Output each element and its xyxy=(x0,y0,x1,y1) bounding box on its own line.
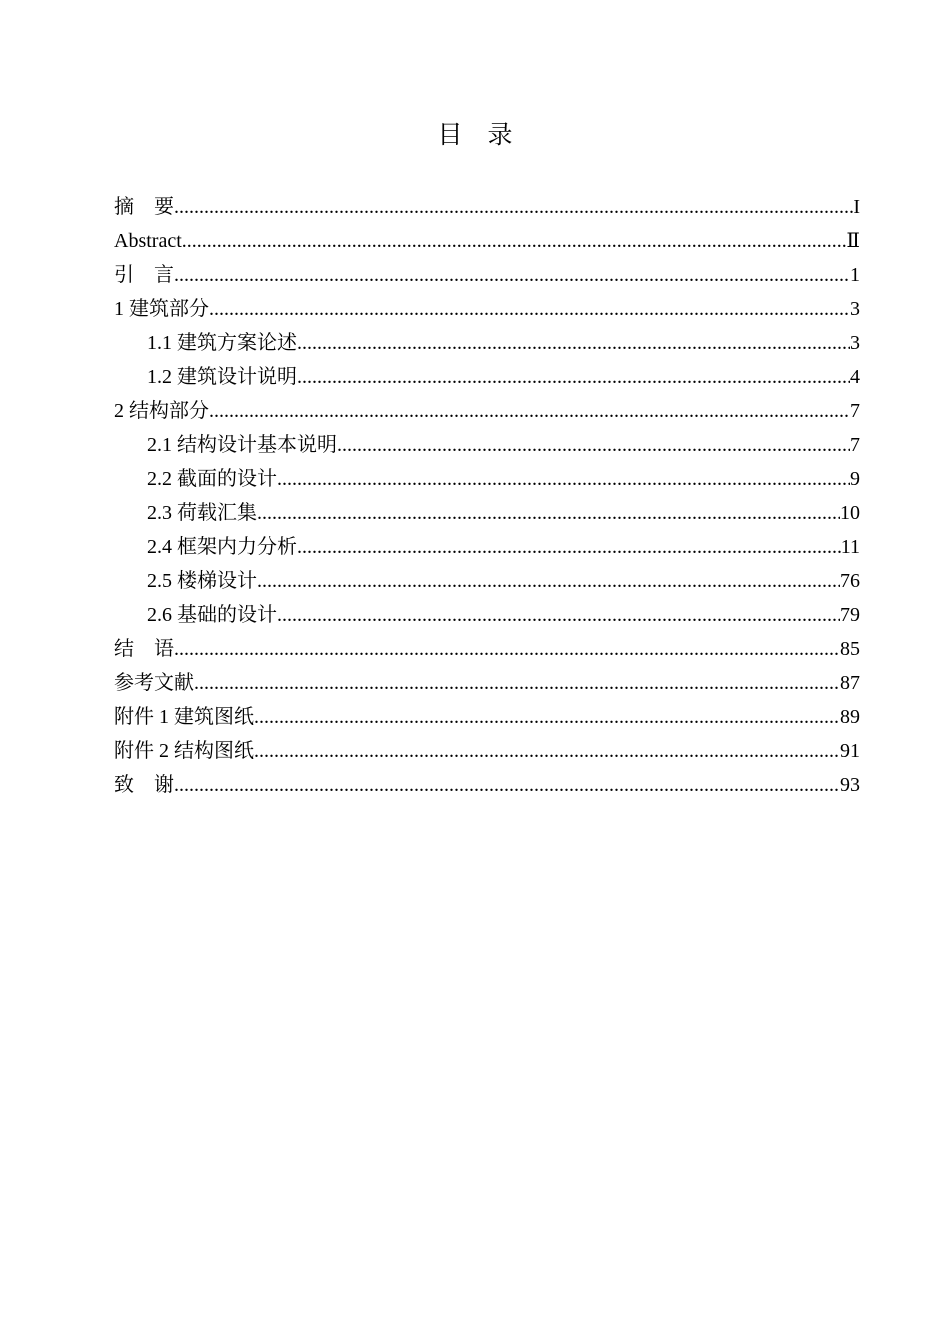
toc-entry-page: 11 xyxy=(840,536,860,558)
toc-entry-label: 2.4 框架内力分析 xyxy=(147,536,297,558)
toc-entry-page: 89 xyxy=(840,706,860,728)
toc-entry-label: 2.1 结构设计基本说明 xyxy=(147,434,337,456)
toc-entry-label: 附件 2 结构图纸 xyxy=(114,740,254,762)
toc-dot-leader xyxy=(254,734,840,768)
toc-entry-page: 79 xyxy=(840,604,860,626)
toc-title: 目 录 xyxy=(437,122,513,149)
toc-entry-label: 结 语 xyxy=(114,638,174,660)
toc-entry-2-4[interactable] xyxy=(114,530,860,564)
toc-entry-architecture[interactable] xyxy=(114,292,860,326)
toc-entry-2-3[interactable] xyxy=(114,496,860,530)
toc-entry-label: 2.3 荷载汇集 xyxy=(147,502,257,524)
toc-entry-label: 参考文献 xyxy=(114,672,194,694)
toc-dot-leader xyxy=(174,768,840,802)
toc-entry-page: 3 xyxy=(850,332,860,354)
toc-entry-label: Abstract xyxy=(114,230,182,252)
toc-entry-label: 附件 1 建筑图纸 xyxy=(114,706,254,728)
toc-entry-2-6[interactable] xyxy=(114,598,860,632)
toc-entry-page: 10 xyxy=(840,502,860,524)
toc-entry-page: 85 xyxy=(840,638,860,660)
toc-dot-leader xyxy=(297,530,841,564)
toc-entry-acknowledgements[interactable] xyxy=(114,768,860,802)
toc-entry-page: 3 xyxy=(850,298,860,320)
toc-entry-references[interactable] xyxy=(114,666,860,700)
toc-dot-leader xyxy=(209,394,850,428)
toc-dot-leader xyxy=(209,292,850,326)
toc-dot-leader xyxy=(337,428,850,462)
toc-entry-label: 1.1 建筑方案论述 xyxy=(147,332,297,354)
toc-dot-leader xyxy=(297,360,850,394)
toc-dot-leader xyxy=(194,666,840,700)
toc-entry-introduction[interactable] xyxy=(114,258,860,292)
toc-dot-leader xyxy=(257,496,840,530)
toc-entry-2-1[interactable] xyxy=(114,428,860,462)
toc-entry-1-2[interactable] xyxy=(114,360,860,394)
table-of-contents xyxy=(114,190,860,802)
toc-dot-leader xyxy=(277,598,840,632)
toc-entry-page: 7 xyxy=(850,400,860,422)
toc-entry-page: 4 xyxy=(850,366,860,388)
toc-dot-leader xyxy=(257,564,840,598)
toc-entry-label: 2.6 基础的设计 xyxy=(147,604,277,626)
toc-entry-page: 91 xyxy=(840,740,860,762)
toc-entry-label: 引 言 xyxy=(114,264,174,286)
toc-entry-label: 1 建筑部分 xyxy=(114,298,209,320)
toc-entry-appendix-1[interactable] xyxy=(114,700,860,734)
toc-dot-leader xyxy=(297,326,850,360)
toc-entry-page: Ⅱ xyxy=(846,230,860,252)
toc-dot-leader xyxy=(174,632,840,666)
toc-entry-label: 2.2 截面的设计 xyxy=(147,468,277,490)
toc-entry-2-5[interactable] xyxy=(114,564,860,598)
toc-entry-page: 9 xyxy=(850,468,860,490)
toc-entry-conclusion[interactable] xyxy=(114,632,860,666)
toc-dot-leader xyxy=(174,258,850,292)
toc-dot-leader xyxy=(254,700,840,734)
toc-entry-page: 7 xyxy=(850,434,860,456)
toc-dot-leader xyxy=(182,224,847,258)
toc-entry-appendix-2[interactable] xyxy=(114,734,860,768)
toc-entry-abstract-cn[interactable] xyxy=(114,190,860,224)
toc-entry-page: 87 xyxy=(840,672,860,694)
toc-entry-label: 致 谢 xyxy=(114,774,174,796)
toc-entry-page: 93 xyxy=(840,774,860,796)
toc-entry-1-1[interactable] xyxy=(114,326,860,360)
toc-entry-page: I xyxy=(853,196,860,218)
toc-entry-2-2[interactable] xyxy=(114,462,860,496)
toc-entry-page: 1 xyxy=(850,264,860,286)
toc-entry-abstract-en[interactable] xyxy=(114,224,860,258)
toc-entry-label: 2.5 楼梯设计 xyxy=(147,570,257,592)
toc-entry-label: 摘 要 xyxy=(114,196,174,218)
toc-dot-leader xyxy=(174,190,853,224)
toc-entry-structure[interactable] xyxy=(114,394,860,428)
toc-entry-label: 1.2 建筑设计说明 xyxy=(147,366,297,388)
toc-entry-label: 2 结构部分 xyxy=(114,400,209,422)
toc-entry-page: 76 xyxy=(840,570,860,592)
toc-dot-leader xyxy=(277,462,850,496)
